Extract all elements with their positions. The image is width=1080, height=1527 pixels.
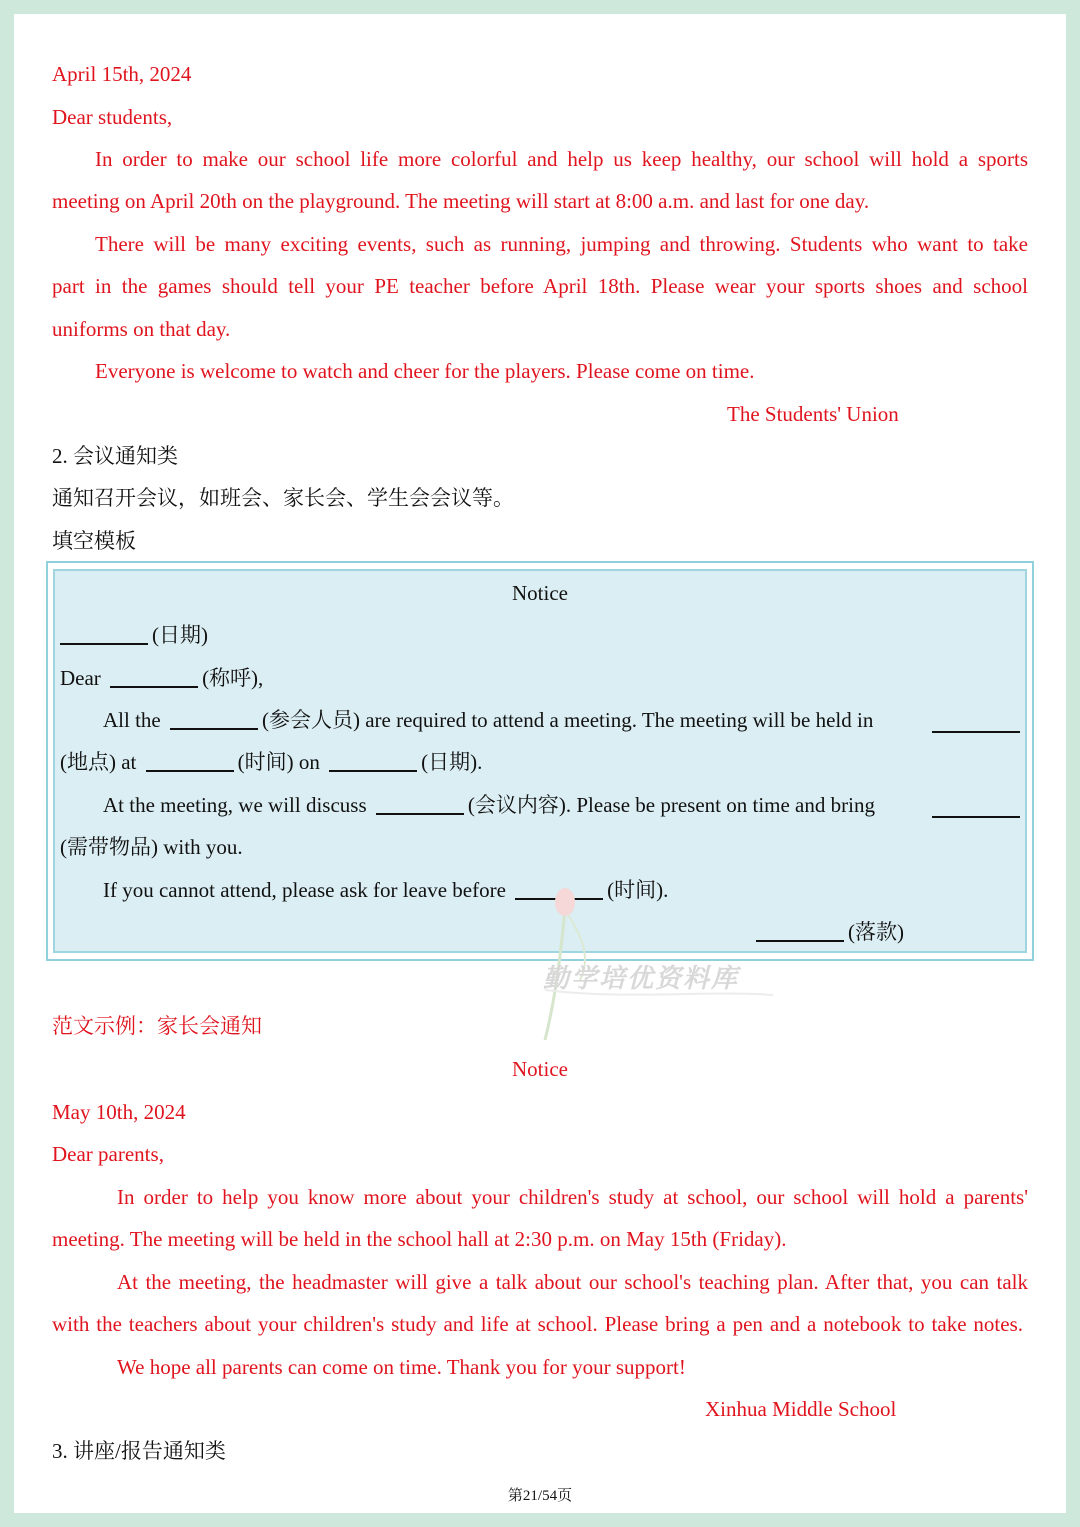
example-label: 范文示例：家长会通知 (52, 1014, 262, 1038)
blank-field[interactable] (376, 793, 464, 815)
leave-time-hint: (时间). (607, 878, 669, 902)
salutation-hint: (称呼), (202, 666, 264, 690)
letter1-paragraph1-line1: In order to make our school life more colorful and help us keep healthy, our school will hold a sports (95, 147, 1028, 171)
items-hint: (需带物品) with you. (60, 835, 243, 859)
letter1-paragraph2-line3: uniforms on that day. (52, 317, 231, 341)
blank-field[interactable] (170, 708, 258, 730)
attendees-hint: (参会人员) are required to attend a meeting. The meeting will be held in (262, 708, 874, 732)
template-body1-line2 (60, 749, 482, 775)
section2-heading: 2. 会议通知类 (52, 444, 178, 468)
blank-field[interactable] (932, 711, 1020, 733)
letter1-greeting: Dear students, (52, 105, 173, 129)
leave-label: If you cannot attend, please ask for leave before (103, 878, 506, 902)
letter1-signature: The Students' Union (727, 402, 899, 426)
example-paragraph3: We hope all parents can come on time. Thank you for your support! (117, 1355, 686, 1379)
example-signature: Xinhua Middle School (705, 1397, 897, 1421)
template-body2-line1 (103, 792, 875, 818)
letter1-paragraph1-line2: meeting on April 20th on the playground. The meeting will start at 8:00 a.m. and last for one day. (52, 189, 870, 213)
letter1-paragraph2-line1: There will be many exciting events, such as running, jumping and throwing. Students who want to take (95, 232, 1028, 256)
example-paragraph2-line1: At the meeting, the headmaster will give a talk about our school's teaching plan. After that, you can talk (117, 1270, 1028, 1294)
template-date-line (60, 622, 208, 648)
page-number: 第21/54页 (507, 1488, 573, 1504)
place-hint: (地点) at (60, 750, 137, 774)
date-hint: (日期) (152, 623, 208, 647)
section2-description: 通知召开会议，如班会、家长会、学生会会议等。 (52, 486, 514, 510)
blank-field[interactable] (110, 666, 198, 688)
dear-label: Dear (60, 666, 101, 690)
template-body1-line1 (103, 707, 873, 733)
blank-field[interactable] (932, 796, 1020, 818)
sign-hint: (落款) (848, 920, 904, 944)
date-hint-2: (日期). (421, 750, 483, 774)
template-title: Notice (512, 581, 568, 605)
letter1-paragraph3: Everyone is welcome to watch and cheer for the players. Please come on time. (95, 359, 755, 383)
section3-heading: 3. 讲座/报告通知类 (52, 1439, 226, 1463)
blank-field[interactable] (329, 750, 417, 772)
discuss-label: At the meeting, we will discuss (103, 793, 367, 817)
content-hint: (会议内容). Please be present on time and bring (467, 793, 875, 817)
blank-field[interactable] (146, 750, 234, 772)
example-paragraph1-line2: meeting. The meeting will be held in the school hall at 2:30 p.m. on May 15th (Friday). (52, 1227, 787, 1251)
time-hint: (时间) on (237, 750, 320, 774)
watermark-text: 勤学培优资料库 (543, 964, 740, 994)
template-label: 填空模板 (52, 529, 136, 553)
example-paragraph2-line2: with the teachers about your children's study and life at school. Please bring a pen and a notebook to take notes. (52, 1312, 1023, 1336)
all-the-label: All the (103, 708, 161, 732)
example-title: Notice (512, 1057, 568, 1081)
example-date: May 10th, 2024 (52, 1100, 186, 1124)
letter1-paragraph2-line2: part in the games should tell your PE teacher before April 18th. Please wear your sports shoes and school (52, 274, 1028, 298)
template-salutation-line (60, 665, 263, 691)
example-greeting: Dear parents, (52, 1142, 164, 1166)
blank-field[interactable] (60, 623, 148, 645)
letter1-date: April 15th, 2024 (52, 62, 192, 86)
example-paragraph1-line1: In order to help you know more about your children's study at school, our school will hold a parents' (117, 1185, 1028, 1209)
